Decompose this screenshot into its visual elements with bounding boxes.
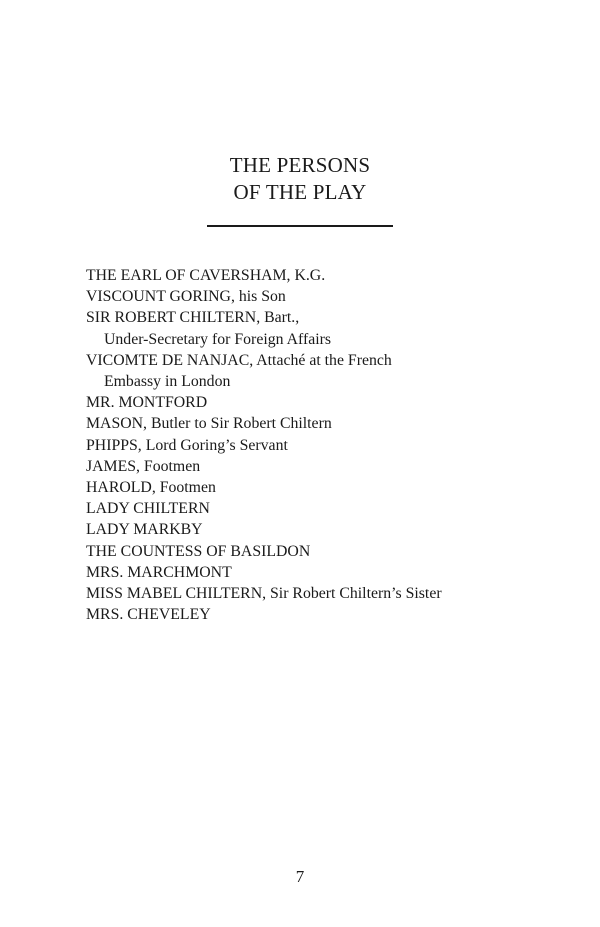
cast-entry-lady-markby: LADY MARKBY — [86, 521, 203, 539]
cast-entry-miss-mabel-chiltern: MISS MABEL CHILTERN, Sir Robert Chiltern’s Sister — [86, 585, 442, 603]
cast-entry-mrs-marchmont: MRS. MARCHMONT — [86, 563, 232, 581]
cast-entry-vicomte-de-nanjac: VICOMTE DE NANJAC, Attaché at the French — [86, 351, 392, 369]
page-number: 7 — [295, 867, 305, 886]
cast-entry-mason: MASON, Butler to Sir Robert Chiltern — [86, 415, 332, 433]
cast-entry-harold: HAROLD, Footmen — [86, 479, 216, 497]
cast-entry-viscount-goring: VISCOUNT GORING, his Son — [86, 288, 286, 306]
cast-entry-phipps: PHIPPS, Lord Goring’s Servant — [86, 436, 288, 454]
cast-entry-sir-robert-chiltern: SIR ROBERT CHILTERN, Bart., — [86, 309, 300, 327]
page-title — [0, 152, 600, 206]
cast-entry-mr-montford: MR. MONTFORD — [86, 394, 208, 412]
title-rule-divider — [207, 225, 393, 227]
cast-entry-mrs-cheveley: MRS. CHEVELEY — [86, 606, 211, 624]
cast-entry-lady-chiltern: LADY CHILTERN — [86, 500, 210, 518]
title-line-1: THE PERSONS — [229, 153, 371, 177]
cast-entry-countess-of-basildon: THE COUNTESS OF BASILDON — [86, 542, 311, 560]
cast-entry-sir-robert-chiltern-continued: Under-Secretary for Foreign Affairs — [104, 330, 332, 348]
cast-list — [86, 265, 442, 625]
title-line-2: OF THE PLAY — [233, 180, 367, 204]
cast-entry-vicomte-de-nanjac-continued: Embassy in London — [104, 373, 231, 391]
cast-entry-earl-of-caversham: THE EARL OF CAVERSHAM, K.G. — [86, 267, 326, 284]
cast-entry-james: JAMES, Footmen — [86, 457, 201, 475]
